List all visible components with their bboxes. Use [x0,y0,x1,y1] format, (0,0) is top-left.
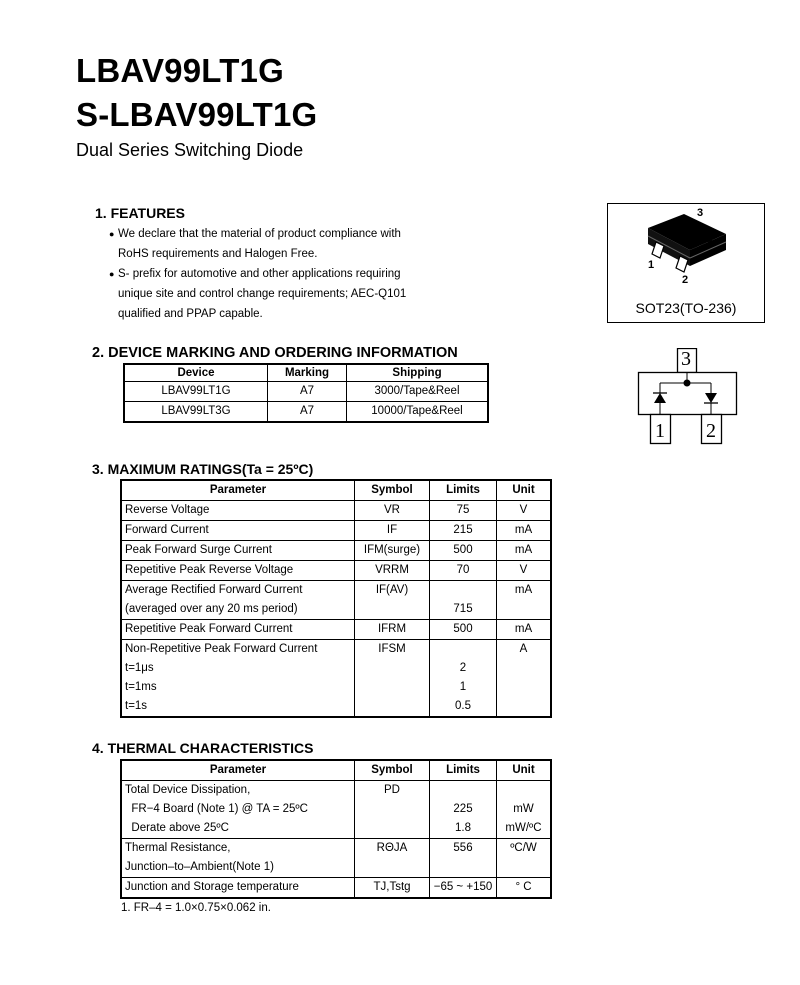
table-header-row [121,480,551,501]
package-label: SOT23(TO-236) [635,300,737,316]
cell: mA [497,541,552,561]
column-header: Unit [497,480,552,501]
table-header-row [124,364,488,382]
column-header: Limits [430,480,497,501]
cell: 2 [430,659,497,678]
pinout-schematic [632,348,752,453]
cell: 10000/Tape&Reel [347,402,489,423]
table-row [121,541,551,561]
cell: A7 [268,382,347,402]
cell [355,600,430,620]
cell: −65 ~ +150 [430,878,497,899]
max-ratings-heading: 3. MAXIMUM RATINGS(Ta = 25ºC) [92,461,314,477]
cell: VRRM [355,561,430,581]
schematic-pin-3: 3 [681,348,691,370]
cell: mW/ºC [497,819,552,839]
cell: t=1ms [121,678,355,697]
table-row [124,402,488,423]
column-header: Parameter [121,480,355,501]
table-row [121,640,551,660]
cell: A [497,640,552,660]
cell [430,858,497,878]
cell: Total Device Dissipation, [121,781,355,801]
pin-3-label: 3 [697,207,704,219]
table-row [121,781,551,801]
column-header: Marking [268,364,347,382]
feature-item [109,224,406,264]
cell: Junction and Storage temperature [121,878,355,899]
cell: VR [355,501,430,521]
cell: Thermal Resistance, [121,839,355,859]
cell: Repetitive Peak Reverse Voltage [121,561,355,581]
cell: 225 [430,800,497,819]
cell: V [497,561,552,581]
table-row [121,581,551,601]
schematic-pin-2: 2 [706,420,716,442]
feature-text: RoHS requirements and Halogen Free. [118,248,318,260]
subtitle: Dual Series Switching Diode [76,140,304,160]
column-header: Shipping [347,364,489,382]
table-row [121,561,551,581]
features-list [109,224,407,324]
cell [430,581,497,601]
cell: 500 [430,541,497,561]
cell: 3000/Tape&Reel [347,382,489,402]
thermal-table [120,759,552,899]
cell [430,781,497,801]
cell: A7 [268,402,347,423]
ordering-table [123,363,489,423]
cell: 0.5 [430,697,497,717]
cell: Non-Repetitive Peak Forward Current [121,640,355,660]
column-header: Symbol [355,760,430,781]
cell: Derate above 25ºC [121,819,355,839]
cell: Reverse Voltage [121,501,355,521]
cell: 500 [430,620,497,640]
column-header: Parameter [121,760,355,781]
cell [497,858,552,878]
table-row [124,382,488,402]
cell [497,600,552,620]
title-line-1: LBAV99LT1G [76,52,284,89]
pin-2-label: 2 [682,274,689,286]
cell [355,678,430,697]
cell [355,800,430,819]
cell [497,659,552,678]
title-line-2: S-LBAV99LT1G [76,96,318,133]
table-row [121,521,551,541]
table-row [121,858,551,878]
cell: IF [355,521,430,541]
cell: IF(AV) [355,581,430,601]
cell: 556 [430,839,497,859]
cell: IFSM [355,640,430,660]
ordering-heading: 2. DEVICE MARKING AND ORDERING INFORMATION [92,345,458,361]
pin-1-label: 1 [648,259,655,271]
column-header: Device [124,364,268,382]
cell [355,659,430,678]
table-header-row [121,760,551,781]
cell: 215 [430,521,497,541]
feature-text: We declare that the material of product compliance with [118,228,401,240]
cell [497,678,552,697]
package-image-box [607,203,765,323]
table-row [121,697,551,717]
cell [355,819,430,839]
cell: IFRM [355,620,430,640]
cell: IFM(surge) [355,541,430,561]
cell: LBAV99LT3G [124,402,268,423]
cell [355,858,430,878]
cell: ° C [497,878,552,899]
table-row [121,819,551,839]
max-ratings-table [120,479,552,718]
cell: Junction–to–Ambient(Note 1) [121,858,355,878]
features-heading: 1. FEATURES [95,205,185,221]
cell: mA [497,620,552,640]
cell [430,640,497,660]
cell: LBAV99LT1G [124,382,268,402]
cell: mW [497,800,552,819]
bullet-icon: ● [109,229,115,239]
cell: FR−4 Board (Note 1) @ TA = 25ºC [121,800,355,819]
cell: t=1μs [121,659,355,678]
column-header: Unit [497,760,552,781]
cell: t=1s [121,697,355,717]
cell: V [497,501,552,521]
column-header: Symbol [355,480,430,501]
cell: PD [355,781,430,801]
schematic-pin-1: 1 [655,420,665,442]
cell [355,697,430,717]
table-row [121,839,551,859]
column-header: Limits [430,760,497,781]
cell: Forward Current [121,521,355,541]
cell [497,781,552,801]
feature-text: unique site and control change requirements; AEC-Q101 [118,288,407,300]
cell: 75 [430,501,497,521]
table-row [121,659,551,678]
bullet-icon: ● [109,269,115,279]
table-row [121,800,551,819]
cell: Peak Forward Surge Current [121,541,355,561]
cell: TJ,Tstg [355,878,430,899]
feature-text: S- prefix for automotive and other applications requiring [118,268,401,280]
table-row [121,678,551,697]
feature-text: qualified and PPAP capable. [118,308,263,320]
diode-schematic-icon [632,348,752,453]
cell: 1 [430,678,497,697]
cell: 715 [430,600,497,620]
cell: Average Rectified Forward Current [121,581,355,601]
cell: mA [497,581,552,601]
cell: 70 [430,561,497,581]
cell: RΘJA [355,839,430,859]
cell: Repetitive Peak Forward Current [121,620,355,640]
cell [497,697,552,717]
cell: (averaged over any 20 ms period) [121,600,355,620]
table-row [121,878,551,899]
cell: 1.8 [430,819,497,839]
feature-item [109,264,407,324]
table-row [121,600,551,620]
table-row [121,501,551,521]
footnote: 1. FR–4 = 1.0×0.75×0.062 in. [121,902,271,914]
cell: mA [497,521,552,541]
cell: ºC/W [497,839,552,859]
table-row [121,620,551,640]
thermal-heading: 4. THERMAL CHARACTERISTICS [92,740,314,756]
